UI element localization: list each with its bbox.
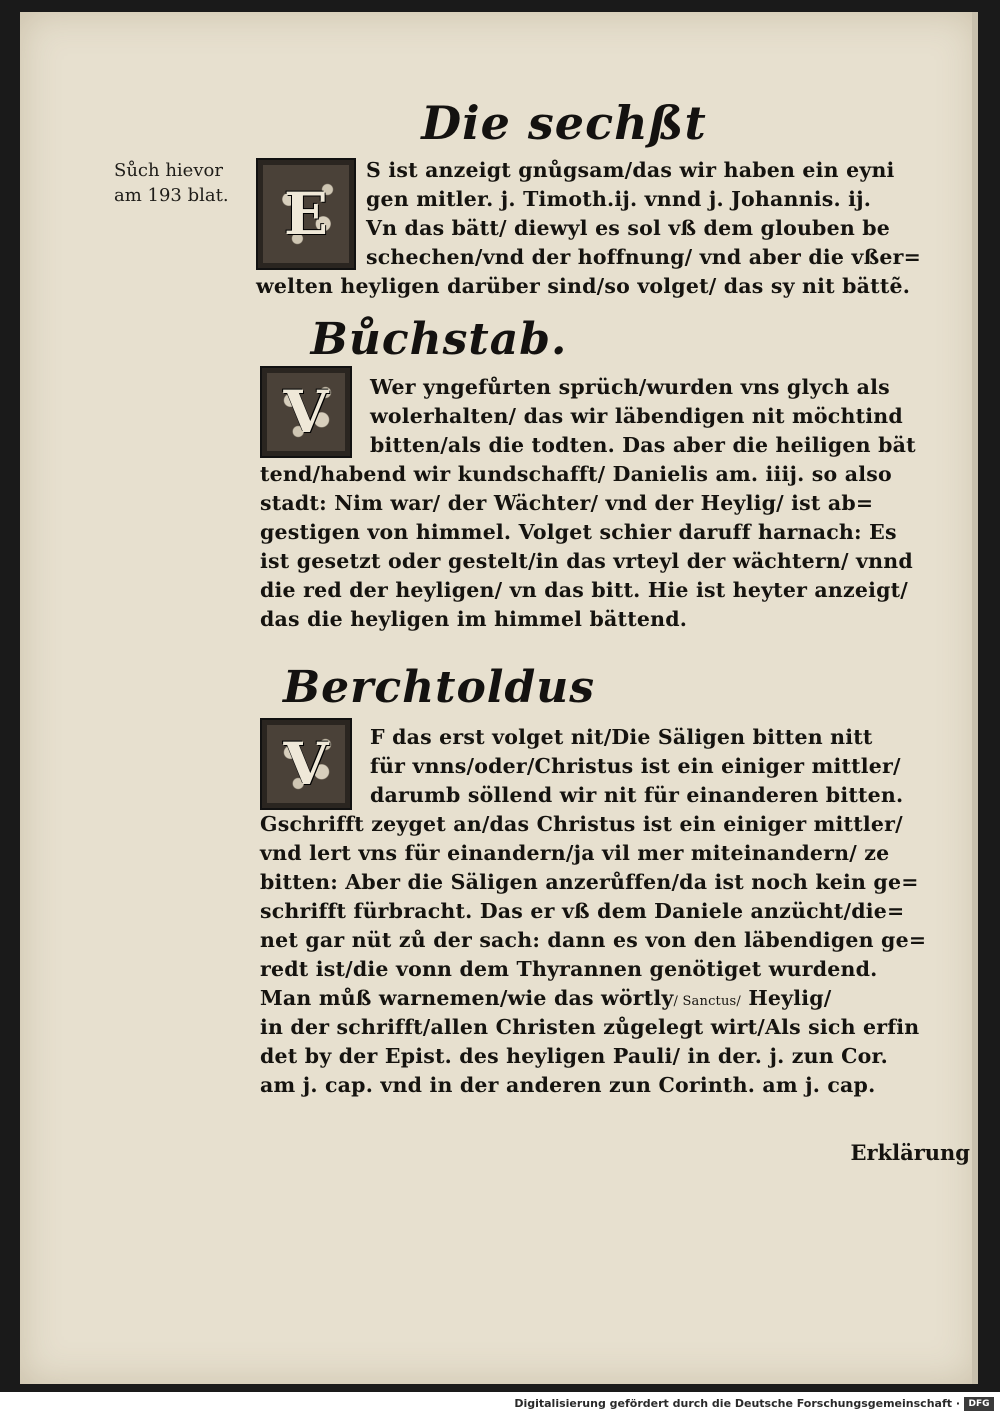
margin-note bbox=[114, 158, 234, 208]
text-line: gestigen von himmel. Volget schier daruff harnach: Es bbox=[260, 520, 897, 544]
text-line: das die heyligen im himmel bättend. bbox=[260, 607, 688, 631]
catchword: Erklärung bbox=[850, 1140, 970, 1165]
sanctus-gloss: / Sanctus/ bbox=[673, 994, 742, 1009]
paragraph-1 bbox=[256, 156, 976, 301]
text-line: bitten: Aber die Säligen anzerůffen/da ist noch kein ge= bbox=[260, 870, 919, 894]
text-line: gen mitler. j. Timoth.ij. vnnd j. Johannis. ij. bbox=[366, 187, 872, 211]
text-line: darumb söllend wir nit für einanderen bitten. bbox=[370, 783, 904, 807]
text-line: tend/habend wir kundschafft/ Danielis am. iiij. so also bbox=[260, 462, 892, 486]
text-line: det by der Epist. des heyligen Pauli/ in der. j. zun Cor. bbox=[260, 1044, 888, 1068]
text-segment: Heylig/ bbox=[741, 986, 832, 1010]
text-line: wolerhalten/ das wir läbendigen nit möchtind bbox=[370, 404, 903, 428]
margin-note-line-1: Sůch hievor bbox=[114, 160, 223, 181]
text-line: Gschrifft zeyget an/das Christus ist ein einiger mittler/ bbox=[260, 812, 903, 836]
text-line: für vnns/oder/Christus ist ein einiger mittler/ bbox=[370, 754, 901, 778]
text-line: S ist anzeigt gnůgsam/das wir haben ein eyni bbox=[366, 158, 895, 182]
footer-bar bbox=[0, 1394, 1000, 1416]
book-page bbox=[20, 12, 978, 1384]
text-line: am j. cap. vnd in der anderen zun Corinth. am j. cap. bbox=[260, 1073, 876, 1097]
text-line: Vn das bätt/ diewyl es sol vß dem glouben be bbox=[366, 216, 891, 240]
text-line: in der schrifft/allen Christen zůgelegt wirt/Als sich erfin bbox=[260, 1015, 920, 1039]
paragraph-2 bbox=[260, 373, 980, 634]
text-line: redt ist/die vonn dem Thyrannen genötiget wurdend. bbox=[260, 957, 878, 981]
text-line: ist gesetzt oder gestelt/in das vrteyl der wächtern/ vnnd bbox=[260, 549, 913, 573]
heading-buchstab: Bůchstab. bbox=[310, 314, 568, 365]
dfg-logo-icon: DFG bbox=[964, 1397, 994, 1411]
text-line: die red der heyligen/ vn das bitt. Hie ist heyter anzeigt/ bbox=[260, 578, 908, 602]
initial-letter: V bbox=[283, 730, 329, 798]
margin-note-line-2: am 193 blat. bbox=[114, 185, 229, 206]
text-line: schechen/vnd der hoffnung/ vnd aber die vßer= bbox=[366, 245, 921, 269]
heading-berchtoldus: Berchtoldus bbox=[282, 662, 596, 713]
initial-letter: E bbox=[283, 180, 329, 248]
text-line: schrifft fürbracht. Das er vß dem Daniele anzücht/die= bbox=[260, 899, 905, 923]
page-edge bbox=[972, 12, 978, 1384]
text-segment: Man můß warnemen/wie das wörtly bbox=[260, 986, 674, 1010]
text-line: stadt: Nim war/ der Wächter/ vnd der Heylig/ ist ab= bbox=[260, 491, 874, 515]
heading-die-sechsst: Die sechßt bbox=[421, 96, 707, 150]
text-line: F das erst volget nit/Die Säligen bitten nitt bbox=[370, 725, 873, 749]
text-line: bitten/als die todten. Das aber die heiligen bät bbox=[370, 433, 916, 457]
text-line: net gar nüt zů der sach: dann es von den läbendigen ge= bbox=[260, 928, 927, 952]
text-line: Wer yngefůrten sprüch/wurden vns glych als bbox=[370, 375, 890, 399]
text-line bbox=[260, 984, 980, 1013]
funding-credit: Digitalisierung gefördert durch die Deutsche Forschungsgemeinschaft · bbox=[514, 1397, 960, 1410]
initial-letter: V bbox=[283, 378, 329, 446]
text-line: welten heyligen darüber sind/so volget/ das sy nit bättẽ. bbox=[256, 274, 911, 298]
paragraph-3 bbox=[260, 723, 980, 1100]
text-line: vnd lert vns für einandern/ja vil mer miteinandern/ ze bbox=[260, 841, 890, 865]
